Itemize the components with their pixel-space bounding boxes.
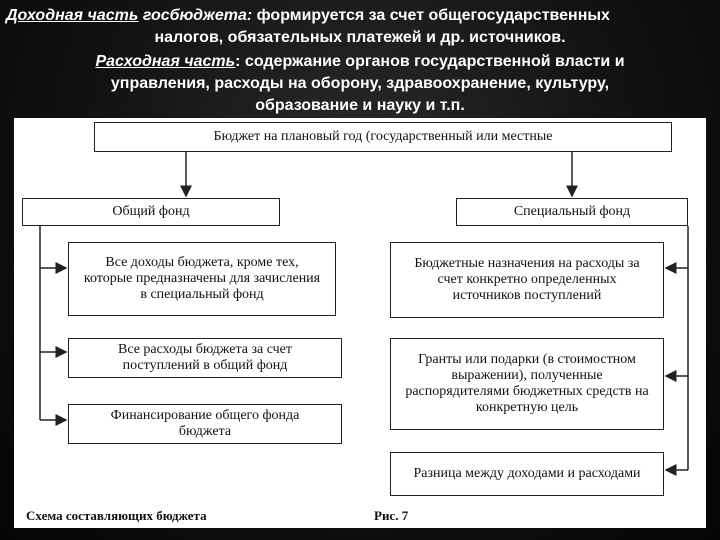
special-fund-difference-label: Разница между доходами и расходами [413,466,641,481]
income-subject: госбюджета: [138,7,253,24]
income-definition-line-1 [6,6,716,26]
special-fund-label: Специальный фонд [513,204,631,219]
general-fund-revenues-box [68,242,336,316]
slide-header [0,0,720,118]
general-fund-financing-box [68,404,342,444]
special-fund-assignments-box [390,242,664,318]
special-fund-box [456,198,688,226]
income-definition-line-2: налогов, обязательных платежей и др. источников. [154,29,566,46]
expense-definition-line-1 [0,52,720,72]
expense-definition-line-3: образование и науку и т.п. [255,97,465,114]
figure-number: Рис. 7 [374,508,409,523]
general-fund-label: Общий фонд [112,204,190,219]
budget-diagram [14,118,706,528]
general-fund-expenses-label: Все расходы бюджета за счет поступлений в общий фонд [117,342,293,373]
figure-caption: Схема составляющих бюджета [26,508,207,523]
special-fund-difference-box [390,452,664,496]
expense-term: Расходная часть [95,53,236,70]
income-definition-text: формируется за счет общегосударственных [252,7,610,24]
budget-plan-label: Бюджет на плановый год (государственный или местные [213,129,553,144]
special-fund-grants-box [390,338,664,430]
general-fund-revenues-label: Все доходы бюджета, кроме тех, которые предназначены для зачисления в специальный фонд [83,255,321,302]
special-fund-assignments-label: Бюджетные назначения на расходы за счет конкретно определенных источников поступлений [414,256,640,303]
general-fund-financing-label: Финансирование общего фонда бюджета [110,408,300,439]
budget-plan-box [94,122,672,152]
expense-definition-line-2: управления, расходы на оборону, здравоохранение, культуру, [110,75,610,92]
general-fund-expenses-box [68,338,342,378]
expense-definition-text: : содержание органов государственной власти и [235,53,625,70]
income-term: Доходная часть [6,7,139,24]
special-fund-grants-label: Гранты или подарки (в стоимостном выражении), полученные распорядителями бюджетных средств на конкретную цель [405,352,649,415]
general-fund-box [22,198,280,226]
